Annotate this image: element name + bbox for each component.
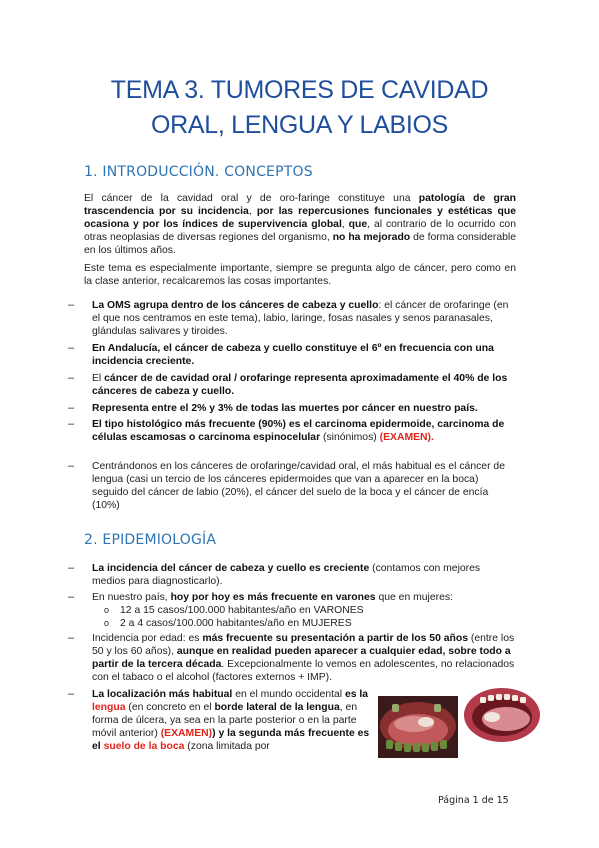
exam-highlight: lengua (92, 702, 126, 713)
text-run-bold: La localización más habitual (92, 689, 233, 700)
document-title-line2: ORAL, LENGUA Y LABIOS (150, 111, 449, 139)
dash-bullet: – (68, 632, 75, 644)
text-run-bold: La OMS agrupa dentro de los cánceres de cabeza y cuello (92, 300, 379, 311)
epi-bullet-4 (68, 688, 374, 753)
text-run-bold: ) y la segunda más frecuente es el (92, 728, 370, 752)
epi-bullet-1 (68, 562, 516, 588)
text-run: 2 a 4 casos/100.000 habitantes/año en MUJERES (120, 618, 352, 629)
text-run-bold: por las repercusiones funcionales y estéticas que ocasiona y por los índices de supervivencia global (84, 206, 517, 230)
text-run: : el cáncer de orofaringe (en el que nos centramos en este tema), labio, laringe, fosas nasales y senos paranasales, glándulas salivares y tiroides. (92, 300, 509, 337)
text-run: El (92, 373, 105, 384)
text-run-bold: Representa entre el 2% y 3% de todas las muertes por cáncer en nuestro país. (92, 403, 478, 414)
intro-bullet-2 (68, 342, 516, 368)
text-run: (contamos con mejores medios para diagnosticarlo). (92, 563, 481, 587)
text-run: 12 a 15 casos/100.000 habitantes/año en VARONES (120, 605, 364, 616)
intro-bullet-3 (68, 372, 516, 398)
intro-paragraph-2: Este tema es especialmente importante, siempre se pregunta algo de cáncer, pero como en la clase anterior, recalcaremos las cosas importantes. (84, 263, 516, 287)
text-run: , al contrario de lo ocurrido con otras neoplasias de diversas regiones del organismo, (84, 219, 516, 243)
circle-bullet: o (104, 618, 110, 628)
dash-bullet: – (68, 460, 75, 472)
text-run: (zona limitada por (184, 741, 270, 752)
text-run: El cáncer de la cavidad oral y de oro-faringe constituye una (84, 193, 419, 204)
section-heading-epidemiologia: 2. EPIDEMIOLOGÍA (84, 532, 217, 548)
text-run-bold: hoy por hoy es más frecuente en varones (170, 592, 376, 603)
text-run-bold: La incidencia del cáncer de cabeza y cuello es creciente (92, 563, 370, 574)
text-run: (sinónimos) (320, 432, 380, 443)
dash-bullet: – (68, 299, 75, 311)
dash-bullet: – (68, 342, 75, 354)
text-run-bold: no ha mejorado (332, 232, 411, 243)
dash-bullet: – (68, 418, 75, 430)
intro-bullet-5 (68, 418, 516, 444)
text-run-bold: es la (344, 689, 369, 700)
text-run-bold: En Andalucía, el cáncer de cabeza y cuello constituye el 6º en frecuencia con una incidencia creciente. (92, 343, 494, 367)
epi-subbullet-1 (104, 604, 500, 617)
document-title-line1: TEMA 3. TUMORES DE CAVIDAD (110, 76, 489, 104)
exam-highlight: suelo de la boca (103, 741, 185, 752)
exam-highlight: (EXAMEN) (160, 728, 213, 739)
dash-bullet: – (68, 688, 75, 700)
text-run: Incidencia por edad: es (92, 633, 203, 644)
text-run: (en concreto en el (125, 702, 215, 713)
intro-paragraph-1 (84, 192, 516, 257)
dash-bullet: – (68, 562, 75, 574)
epi-bullet-2 (68, 591, 516, 604)
text-run: que en mujeres: (375, 592, 453, 603)
text-run-bold: más frecuente su presentación a partir de los 50 años (202, 633, 468, 644)
text-run: . Excepcionalmente lo vemos en adolescentes, no relacionados con el tabaco o el alcohol (factores externos + IMP). (92, 659, 515, 683)
text-run: de forma considerable en los últimos años. (84, 232, 516, 256)
exam-highlight: (EXAMEN). (379, 432, 434, 443)
text-run: en el mundo occidental (232, 689, 345, 700)
text-run-bold: que (348, 219, 368, 230)
text-run: , en forma de úlcera, ya sea en la parte posterior o en la parte móvil anterior) (92, 702, 358, 739)
intro-bullet-4 (68, 402, 516, 415)
text-run-bold: aunque en realidad pueden aparecer a cualquier edad, sobre todo a partir de la tercera década (92, 646, 511, 670)
circle-bullet: o (104, 605, 110, 615)
text-run-bold: patología de gran trascendencia por su incidencia (84, 193, 516, 217)
tongue-lesion-photo-1 (378, 696, 458, 758)
dash-bullet: – (68, 591, 75, 603)
dash-bullet: – (68, 372, 75, 384)
epi-bullet-3 (68, 632, 516, 684)
epi-subbullet-2 (104, 617, 500, 630)
text-run-bold: El tipo histológico más frecuente (90%) es el carcinoma epidermoide, carcinoma de células escamosas o carcinoma espinocelular (92, 419, 505, 443)
intro-bullet-6: Centrándonos en los cánceres de orofaringe/cavidad oral, el más habitual es el cáncer de lengua (casi un tercio de los cánceres epidermoides que van a aparecer en la boca) seguido del cáncer de labio (20%), el cáncer del suelo de la boca y el cáncer de encía (10%) (92, 461, 505, 511)
page-number-footer: Página 1 de 15 (438, 795, 509, 806)
text-run-bold: borde lateral de la lengua (214, 702, 340, 713)
text-run: , (248, 206, 257, 217)
text-run: (entre los 50 y los 60 años), (92, 633, 515, 657)
text-run: En nuestro país, (92, 592, 171, 603)
text-run: , (341, 219, 349, 230)
intro-bullet-1 (68, 299, 516, 338)
dash-bullet: – (68, 402, 75, 414)
section-heading-introduccion: 1. INTRODUCCIÓN. CONCEPTOS (84, 164, 313, 180)
text-run-bold: cáncer de de cavidad oral / orofaringe representa aproximadamente el 40% de los cánceres de cabeza y cuello. (92, 373, 508, 397)
tongue-lesion-photo-2 (462, 683, 542, 745)
